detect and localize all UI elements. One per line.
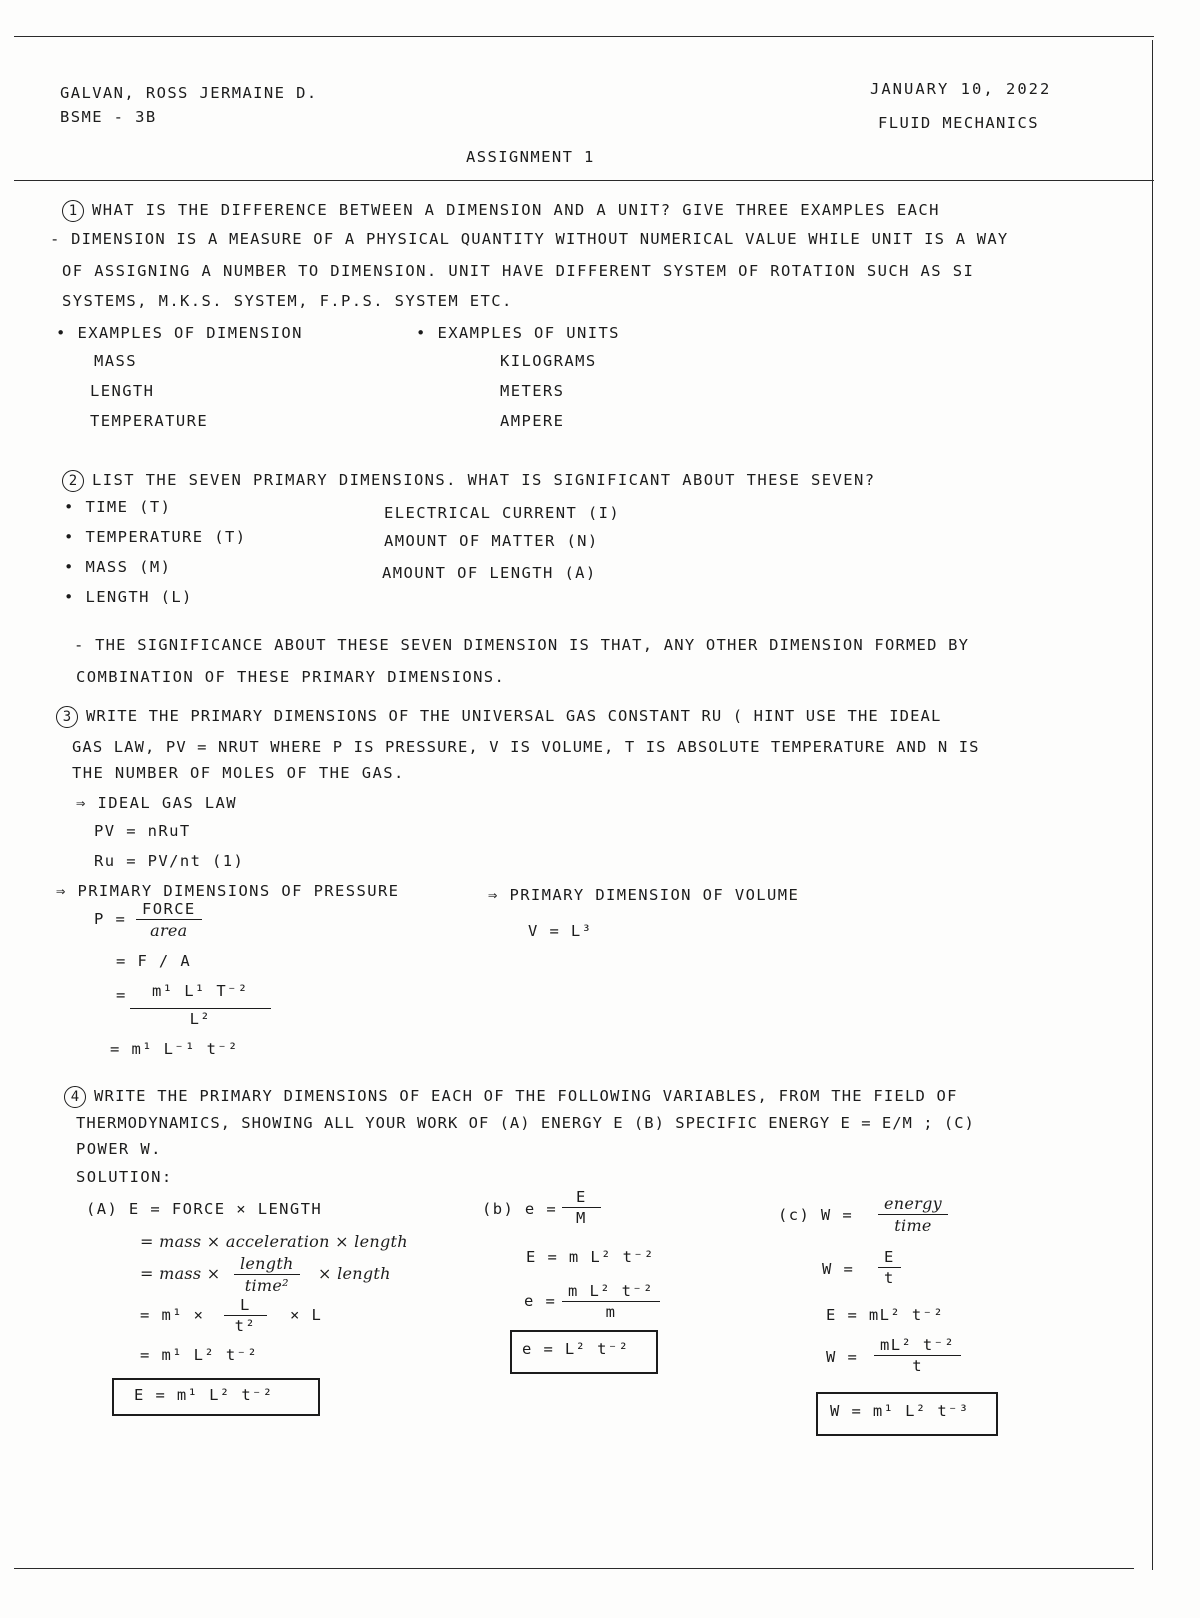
specific-energy-result: e = L² t⁻²	[522, 1340, 630, 1358]
dimension-example: LENGTH	[90, 382, 155, 400]
q2-significance-line: COMBINATION OF THESE PRIMARY DIMENSIONS.	[76, 668, 506, 686]
q1-question	[62, 200, 940, 222]
energy-line: (A) E = FORCE × LENGTH	[86, 1200, 323, 1218]
energy-fraction-denominator: time²	[244, 1276, 289, 1295]
q2-significance-line: - THE SIGNIFICANCE ABOUT THESE SEVEN DIMENSION IS THAT, ANY OTHER DIMENSION FORMED BY	[74, 636, 970, 654]
primary-dimension-item: • TIME (T)	[64, 498, 172, 516]
pressure-step-fraction	[130, 982, 271, 1028]
pressure-dimension-label: ⇒ PRIMARY DIMENSIONS OF PRESSURE	[56, 882, 400, 900]
top-rule	[14, 36, 1154, 37]
unit-examples-header: • EXAMPLES OF UNITS	[416, 324, 620, 342]
gas-constant-equation: Ru = PV/nt (1)	[94, 852, 245, 870]
q2-question	[62, 470, 875, 492]
q3-question-line: THE NUMBER OF MOLES OF THE GAS.	[72, 764, 405, 782]
energy-line: = m¹ ×	[140, 1306, 205, 1324]
energy-line: = m¹ L² t⁻²	[140, 1346, 259, 1364]
primary-dimension-item: ELECTRICAL CURRENT (I)	[384, 504, 621, 522]
specific-energy-fraction	[562, 1282, 660, 1321]
power-line: W =	[826, 1348, 859, 1366]
q4-question-line: POWER W.	[76, 1140, 162, 1158]
primary-dimension-item: • LENGTH (L)	[64, 588, 193, 606]
specific-energy-fraction-denominator: M	[576, 1209, 587, 1227]
header-rule	[14, 180, 1154, 181]
energy-fraction	[234, 1254, 300, 1295]
date: JANUARY 10, 2022	[870, 80, 1052, 98]
q1-answer-line: OF ASSIGNING A NUMBER TO DIMENSION. UNIT HAVE DIFFERENT SYSTEM OF ROTATION SUCH AS SI	[62, 262, 975, 280]
pressure-numerator: FORCE	[136, 900, 202, 920]
section: BSME - 3B	[60, 108, 157, 126]
power-fraction-numerator: E	[878, 1248, 901, 1268]
power-fraction-denominator: t	[884, 1269, 895, 1287]
pressure-step-equals: =	[116, 986, 127, 1004]
pressure-result: = m¹ L⁻¹ t⁻²	[110, 1040, 239, 1058]
q4-question	[64, 1086, 958, 1108]
pressure-prefix: P =	[94, 910, 127, 928]
q4-number: 4	[64, 1086, 86, 1108]
assignment-title: ASSIGNMENT 1	[466, 148, 595, 166]
pressure-denominator: area	[150, 921, 188, 940]
specific-energy-fraction-denominator: m	[605, 1303, 617, 1321]
specific-energy-fraction-numerator: E	[562, 1188, 601, 1208]
solution-label: SOLUTION:	[76, 1168, 173, 1186]
course: FLUID MECHANICS	[878, 114, 1039, 132]
specific-energy-fraction	[562, 1188, 601, 1227]
volume-dimension-label: ⇒ PRIMARY DIMENSION OF VOLUME	[488, 886, 800, 904]
q4-question-text: WRITE THE PRIMARY DIMENSIONS OF EACH OF THE FOLLOWING VARIABLES, FROM THE FIELD OF	[94, 1087, 958, 1105]
primary-dimension-item: • MASS (M)	[64, 558, 172, 576]
pressure-fraction	[136, 900, 202, 940]
unit-example: METERS	[500, 382, 565, 400]
q1-answer-line: SYSTEMS, M.K.S. SYSTEM, F.P.S. SYSTEM ETC.	[62, 292, 513, 310]
unit-example: AMPERE	[500, 412, 565, 430]
power-fraction-numerator: mL² t⁻²	[874, 1336, 961, 1356]
q1-number: 1	[62, 200, 84, 222]
power-line: (c) W =	[778, 1206, 854, 1224]
q1-question-text: WHAT IS THE DIFFERENCE BETWEEN A DIMENSION AND A UNIT? GIVE THREE EXAMPLES EACH	[92, 201, 940, 219]
specific-energy-line: E = m L² t⁻²	[526, 1248, 655, 1266]
energy-fraction-denominator: t²	[234, 1317, 257, 1335]
specific-energy-fraction-numerator: m L² t⁻²	[562, 1282, 660, 1302]
power-fraction-denominator: time	[894, 1216, 932, 1235]
q3-question-line: GAS LAW, PV = NRUT WHERE P IS PRESSURE, V IS VOLUME, T IS ABSOLUTE TEMPERATURE AND N IS	[72, 738, 980, 756]
energy-fraction	[224, 1296, 267, 1335]
q3-question	[56, 706, 941, 728]
q2-question-text: LIST THE SEVEN PRIMARY DIMENSIONS. WHAT IS SIGNIFICANT ABOUT THESE SEVEN?	[92, 471, 876, 489]
dimension-examples-header: • EXAMPLES OF DIMENSION	[56, 324, 303, 342]
dimension-example: TEMPERATURE	[90, 412, 209, 430]
energy-line: = mass × acceleration × length	[140, 1232, 408, 1251]
q4-question-line: THERMODYNAMICS, SHOWING ALL YOUR WORK OF (A) ENERGY E (B) SPECIFIC ENERGY E = E/M ; (C)	[76, 1114, 975, 1132]
power-fraction-denominator: t	[912, 1357, 923, 1375]
pressure-step-numerator: m¹ L¹ T⁻²	[130, 982, 271, 1009]
ideal-gas-equation: PV = nRuT	[94, 822, 191, 840]
power-fraction	[874, 1336, 961, 1375]
ideal-gas-label: ⇒ IDEAL GAS LAW	[76, 794, 237, 812]
power-fraction	[878, 1248, 901, 1287]
q3-question-text: WRITE THE PRIMARY DIMENSIONS OF THE UNIVERSAL GAS CONSTANT RU ( HINT USE THE IDEAL	[86, 707, 942, 725]
primary-dimension-item: AMOUNT OF MATTER (N)	[384, 532, 599, 550]
primary-dimension-item: • TEMPERATURE (T)	[64, 528, 247, 546]
energy-line: × length	[318, 1264, 391, 1283]
energy-fraction-numerator: length	[234, 1254, 300, 1275]
energy-fraction-numerator: L	[224, 1296, 267, 1316]
bottom-rule	[14, 1568, 1134, 1569]
right-margin-line	[1152, 40, 1153, 1570]
pressure-step-denominator: L²	[189, 1010, 212, 1028]
q2-number: 2	[62, 470, 84, 492]
volume-equation: V = L³	[528, 922, 593, 940]
specific-energy-line: (b) e =	[482, 1200, 558, 1218]
power-fraction-numerator: energy	[878, 1194, 948, 1215]
energy-line: = mass ×	[140, 1264, 221, 1283]
energy-result: E = m¹ L² t⁻²	[134, 1386, 274, 1404]
power-line: E = mL² t⁻²	[826, 1306, 945, 1324]
power-fraction	[878, 1194, 948, 1235]
pressure-step: = F / A	[116, 952, 192, 970]
q3-number: 3	[56, 706, 78, 728]
specific-energy-line: e =	[524, 1292, 557, 1310]
dimension-example: MASS	[94, 352, 137, 370]
energy-line: × L	[290, 1306, 323, 1324]
power-line: W =	[822, 1260, 855, 1278]
primary-dimension-item: AMOUNT OF LENGTH (Α)	[382, 564, 597, 582]
power-result: W = m¹ L² t⁻³	[830, 1402, 970, 1420]
unit-example: KILOGRAMS	[500, 352, 597, 370]
q1-answer-line: - DIMENSION IS A MEASURE OF A PHYSICAL QUANTITY WITHOUT NUMERICAL VALUE WHILE UNIT IS A WAY	[50, 230, 1009, 248]
student-name: GALVAN, ROSS JERMAINE D.	[60, 84, 318, 102]
